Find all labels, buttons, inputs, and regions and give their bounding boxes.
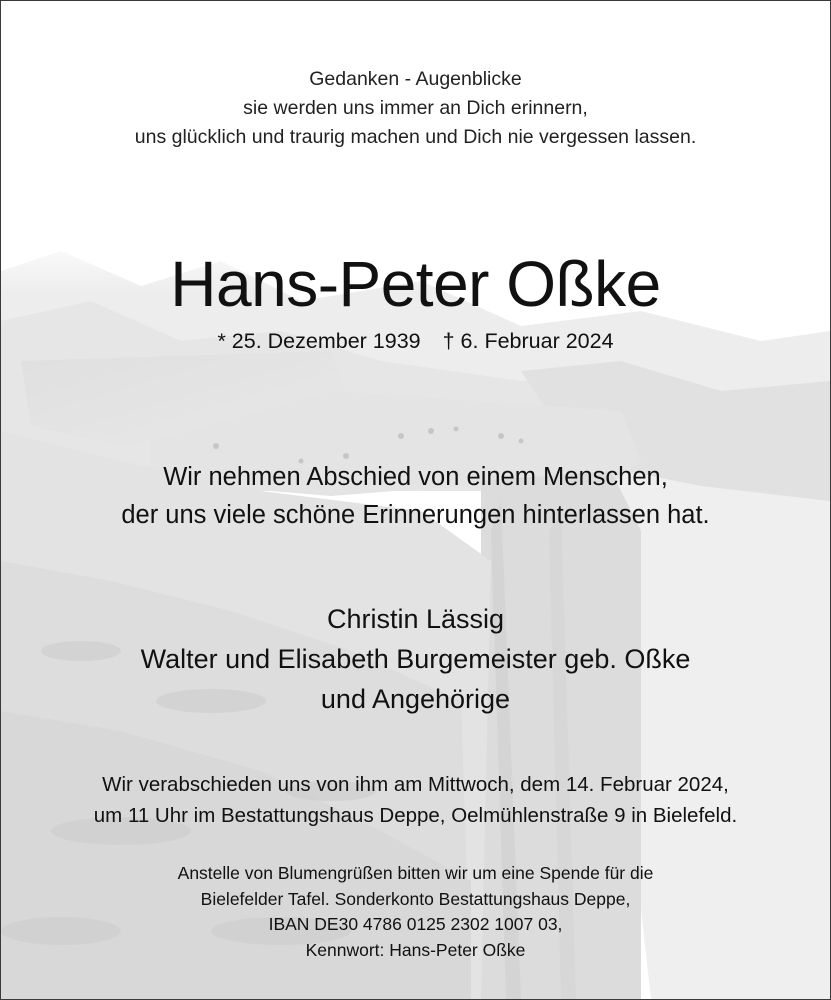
mourners-list [1,599,830,719]
mourner-name: Walter und Elisabeth Burgemeister geb. Oßke [140,644,691,674]
quote-line: sie werden uns immer an Dich erinnern, [243,97,588,119]
donation-line: Anstelle von Blumengrüßen bitten wir um eine Spende für die [177,863,654,883]
donation-request [1,861,830,963]
memorial-quote [1,65,830,152]
farewell-line: Wir nehmen Abschied von einem Menschen, [163,463,668,491]
service-line: Wir verabschieden uns von ihm am Mittwoch, dem 14. Februar 2024, [102,773,729,796]
service-line: um 11 Uhr im Bestattungshaus Deppe, Oelmühlenstraße 9 in Bielefeld. [93,804,738,827]
donation-line: IBAN DE30 4786 0125 2302 1007 03, [268,914,563,934]
birth-date: * 25. Dezember 1939 [217,329,421,353]
funeral-service-info [1,769,830,831]
obituary-content [1,1,830,999]
quote-line: uns glücklich und traurig machen und Dich nie vergessen lassen. [134,126,697,148]
life-dates [1,327,830,355]
death-date: † 6. Februar 2024 [442,329,614,353]
quote-line: Gedanken - Augenblicke [309,68,522,90]
farewell-message [1,458,830,534]
deceased-name: Hans-Peter Oßke [170,248,661,320]
donation-line: Kennwort: Hans-Peter Oßke [305,939,526,960]
donation-line: Bielefelder Tafel. Sonderkonto Bestattungshaus Deppe, [200,888,631,909]
mourner-name: Christin Lässig [326,604,505,634]
farewell-line: der uns viele schöne Erinnerungen hinterlassen hat. [121,501,710,529]
mourner-name: und Angehörige [320,684,511,714]
